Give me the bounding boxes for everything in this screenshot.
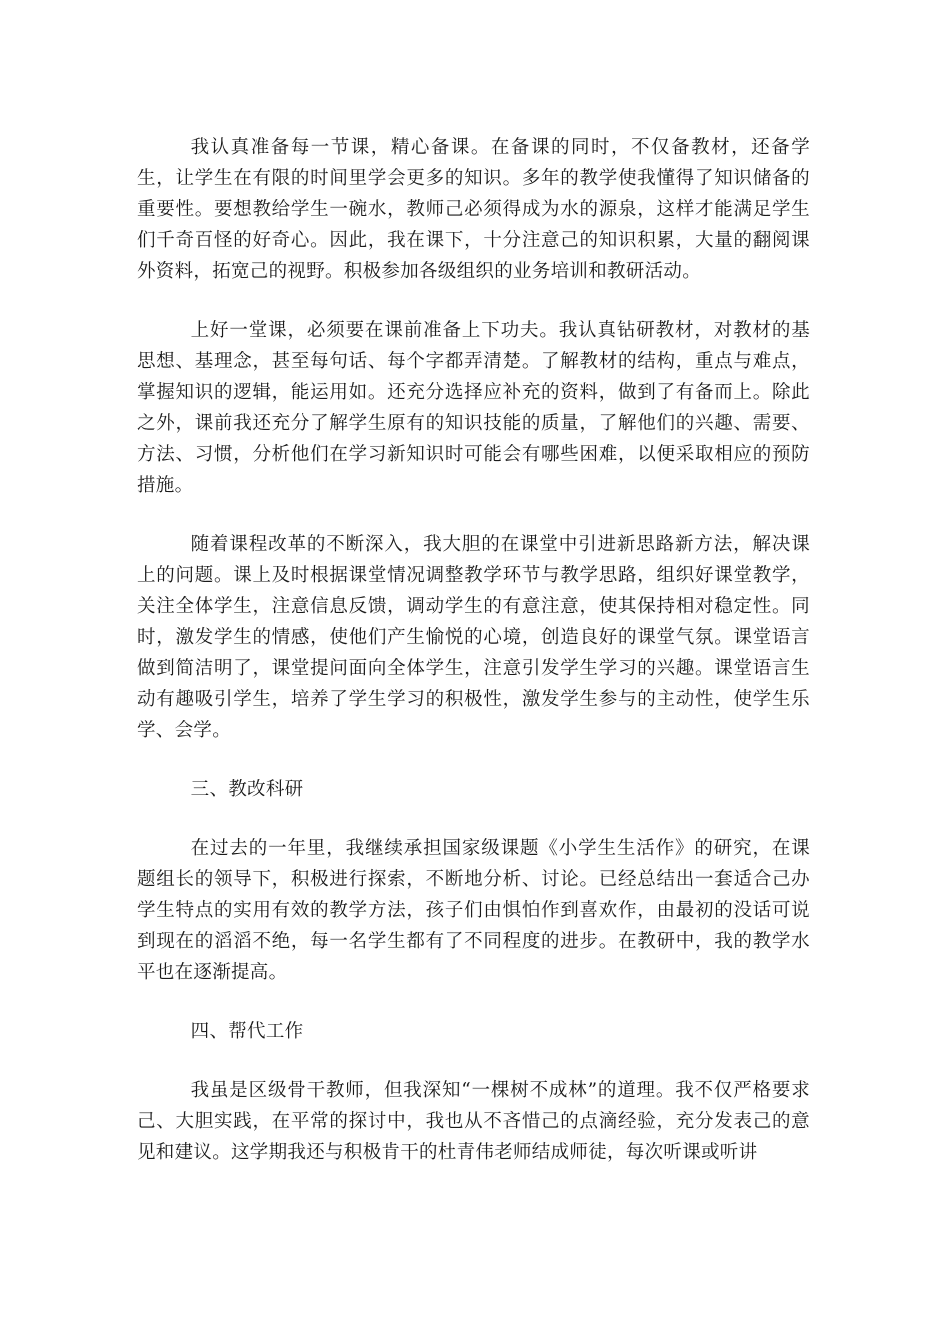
document-body (137, 132, 810, 1196)
paragraph-curriculum-reform: 随着课程改革的不断深入，我大胆的在课堂中引进新思路新方法，解决课上的问题。课上及时根据课堂情况调整教学环节与教学思路，组织好课堂教学，关注全体学生，注意信息反馈，调动学生的有意注意，使其保持相对稳定性。同时，激发学生的情感，使他们产生愉悦的心境，创造良好的课堂气氛。课堂语言做到简洁明了，课堂提问面向全体学生，注意引发学生学习的兴趣。课堂语言生动有趣吸引学生，培养了学生学习的积极性，激发学生参与的主动性，使学生乐学、会学。 (137, 534, 810, 741)
paragraph-mentoring: 我虽是区级骨干教师，但我深知“一棵树不成林”的道理。我不仅严格要求己、大胆实践，在平常的探讨中，我也从不吝惜己的点滴经验，充分发表己的意见和建议。这学期我还与积极肯干的杜青伟老师结成师徒，每次听课或听讲 (137, 1080, 810, 1163)
section-heading-research: 三、教改科研 (190, 779, 304, 800)
section-heading-mentoring: 四、帮代工作 (190, 1021, 304, 1042)
paragraph-class-preparation: 上好一堂课，必须要在课前准备上下功夫。我认真钻研教材，对教材的基思想、基理念，甚至每句话、每个字都弄清楚。了解教材的结构，重点与难点，掌握知识的逻辑，能运用如。还充分选择应补充的资料，做到了有备而上。除此之外，课前我还充分了解学生原有的知识技能的质量，了解他们的兴趣、需要、方法、习惯，分析他们在学习新知识时可能会有哪些困难，以便采取相应的预防措施。 (137, 320, 810, 496)
paragraph-lesson-preparation: 我认真准备每一节课，精心备课。在备课的同时，不仅备教材，还备学生，让学生在有限的时间里学会更多的知识。多年的教学使我懂得了知识储备的重要性。要想教给学生一碗水，教师己必须得成为水的源泉，这样才能满足学生们千奇百怪的好奇心。因此，我在课下，十分注意己的知识积累，大量的翻阅课外资料，拓宽己的视野。积极参加各级组织的业务培训和教研活动。 (137, 137, 810, 282)
paragraph-research: 在过去的一年里，我继续承担国家级课题《小学生生活作》的研究，在课题组长的领导下，积极进行探索，不断地分析、讨论。已经总结出一套适合己办学生特点的实用有效的教学方法，孩子们由惧怕作到喜欢作，由最初的没话可说到现在的滔滔不绝，每一名学生都有了不同程度的进步。在教研中，我的教学水平也在逐渐提高。 (137, 838, 810, 983)
